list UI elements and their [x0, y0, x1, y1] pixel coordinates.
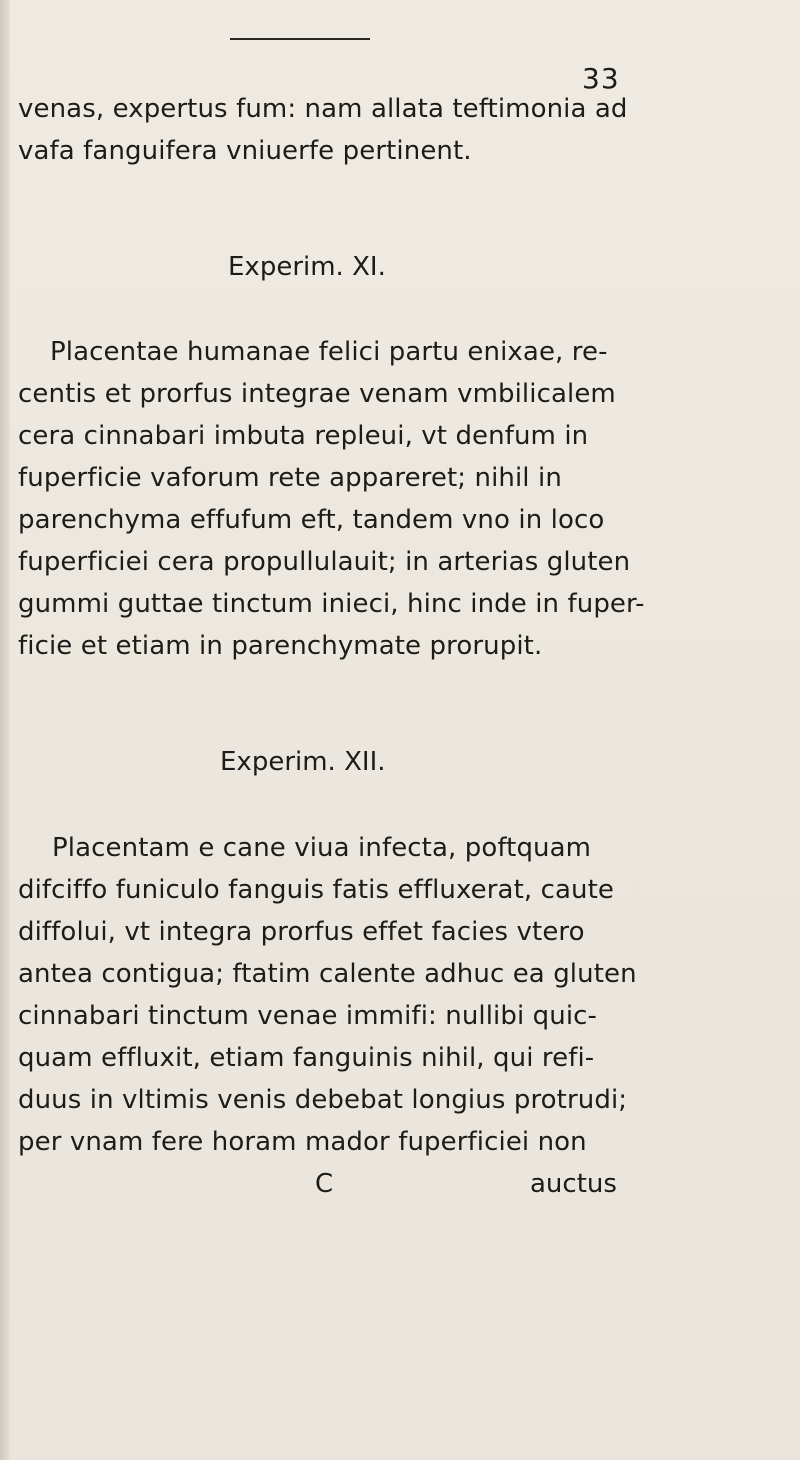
- section-heading: Experim. XII.: [220, 747, 386, 777]
- section-heading: Experim. XI.: [228, 252, 386, 282]
- text-line: cinnabari tinctum venae immifi: nullibi quic-: [18, 1001, 598, 1031]
- text-line: ficie et etiam in parenchymate prorupit.: [18, 631, 543, 661]
- text-line: duus in vltimis venis debebat longius protrudi;: [18, 1085, 628, 1115]
- text-line: Placentam e cane viua infecta, poftquam: [52, 833, 592, 863]
- text-line: cera cinnabari imbuta repleui, vt denfum in: [18, 421, 589, 451]
- text-line: centis et prorfus integrae venam vmbilicalem: [18, 379, 616, 409]
- signature-mark: C: [315, 1169, 334, 1199]
- header-rule: [230, 38, 370, 40]
- text-line: antea contigua; ftatim calente adhuc ea gluten: [18, 959, 637, 989]
- text-line: per vnam fere horam mador fuperficiei non: [18, 1127, 587, 1157]
- text-line: vafa fanguifera vniuerfe pertinent.: [18, 136, 472, 166]
- text-line: parenchyma effufum eft, tandem vno in loco: [18, 505, 605, 535]
- text-line: diffolui, vt integra prorfus effet facies vtero: [18, 917, 585, 947]
- text-line: difciffo funiculo fanguis fatis effluxerat, caute: [18, 875, 615, 905]
- text-line: quam effluxit, etiam fanguinis nihil, qui refi-: [18, 1043, 595, 1073]
- page-edge: [0, 0, 10, 1460]
- text-line: fuperficiei cera propullulauit; in arterias gluten: [18, 547, 631, 577]
- page-number: 33: [582, 62, 620, 95]
- catchword: auctus: [530, 1169, 617, 1199]
- text-line: venas, expertus fum: nam allata teftimonia ad: [18, 94, 628, 124]
- text-line: gummi guttae tinctum inieci, hinc inde in fuper-: [18, 589, 645, 619]
- text-line: Placentae humanae felici partu enixae, re-: [50, 337, 608, 367]
- text-line: fuperficie vaforum rete appareret; nihil in: [18, 463, 562, 493]
